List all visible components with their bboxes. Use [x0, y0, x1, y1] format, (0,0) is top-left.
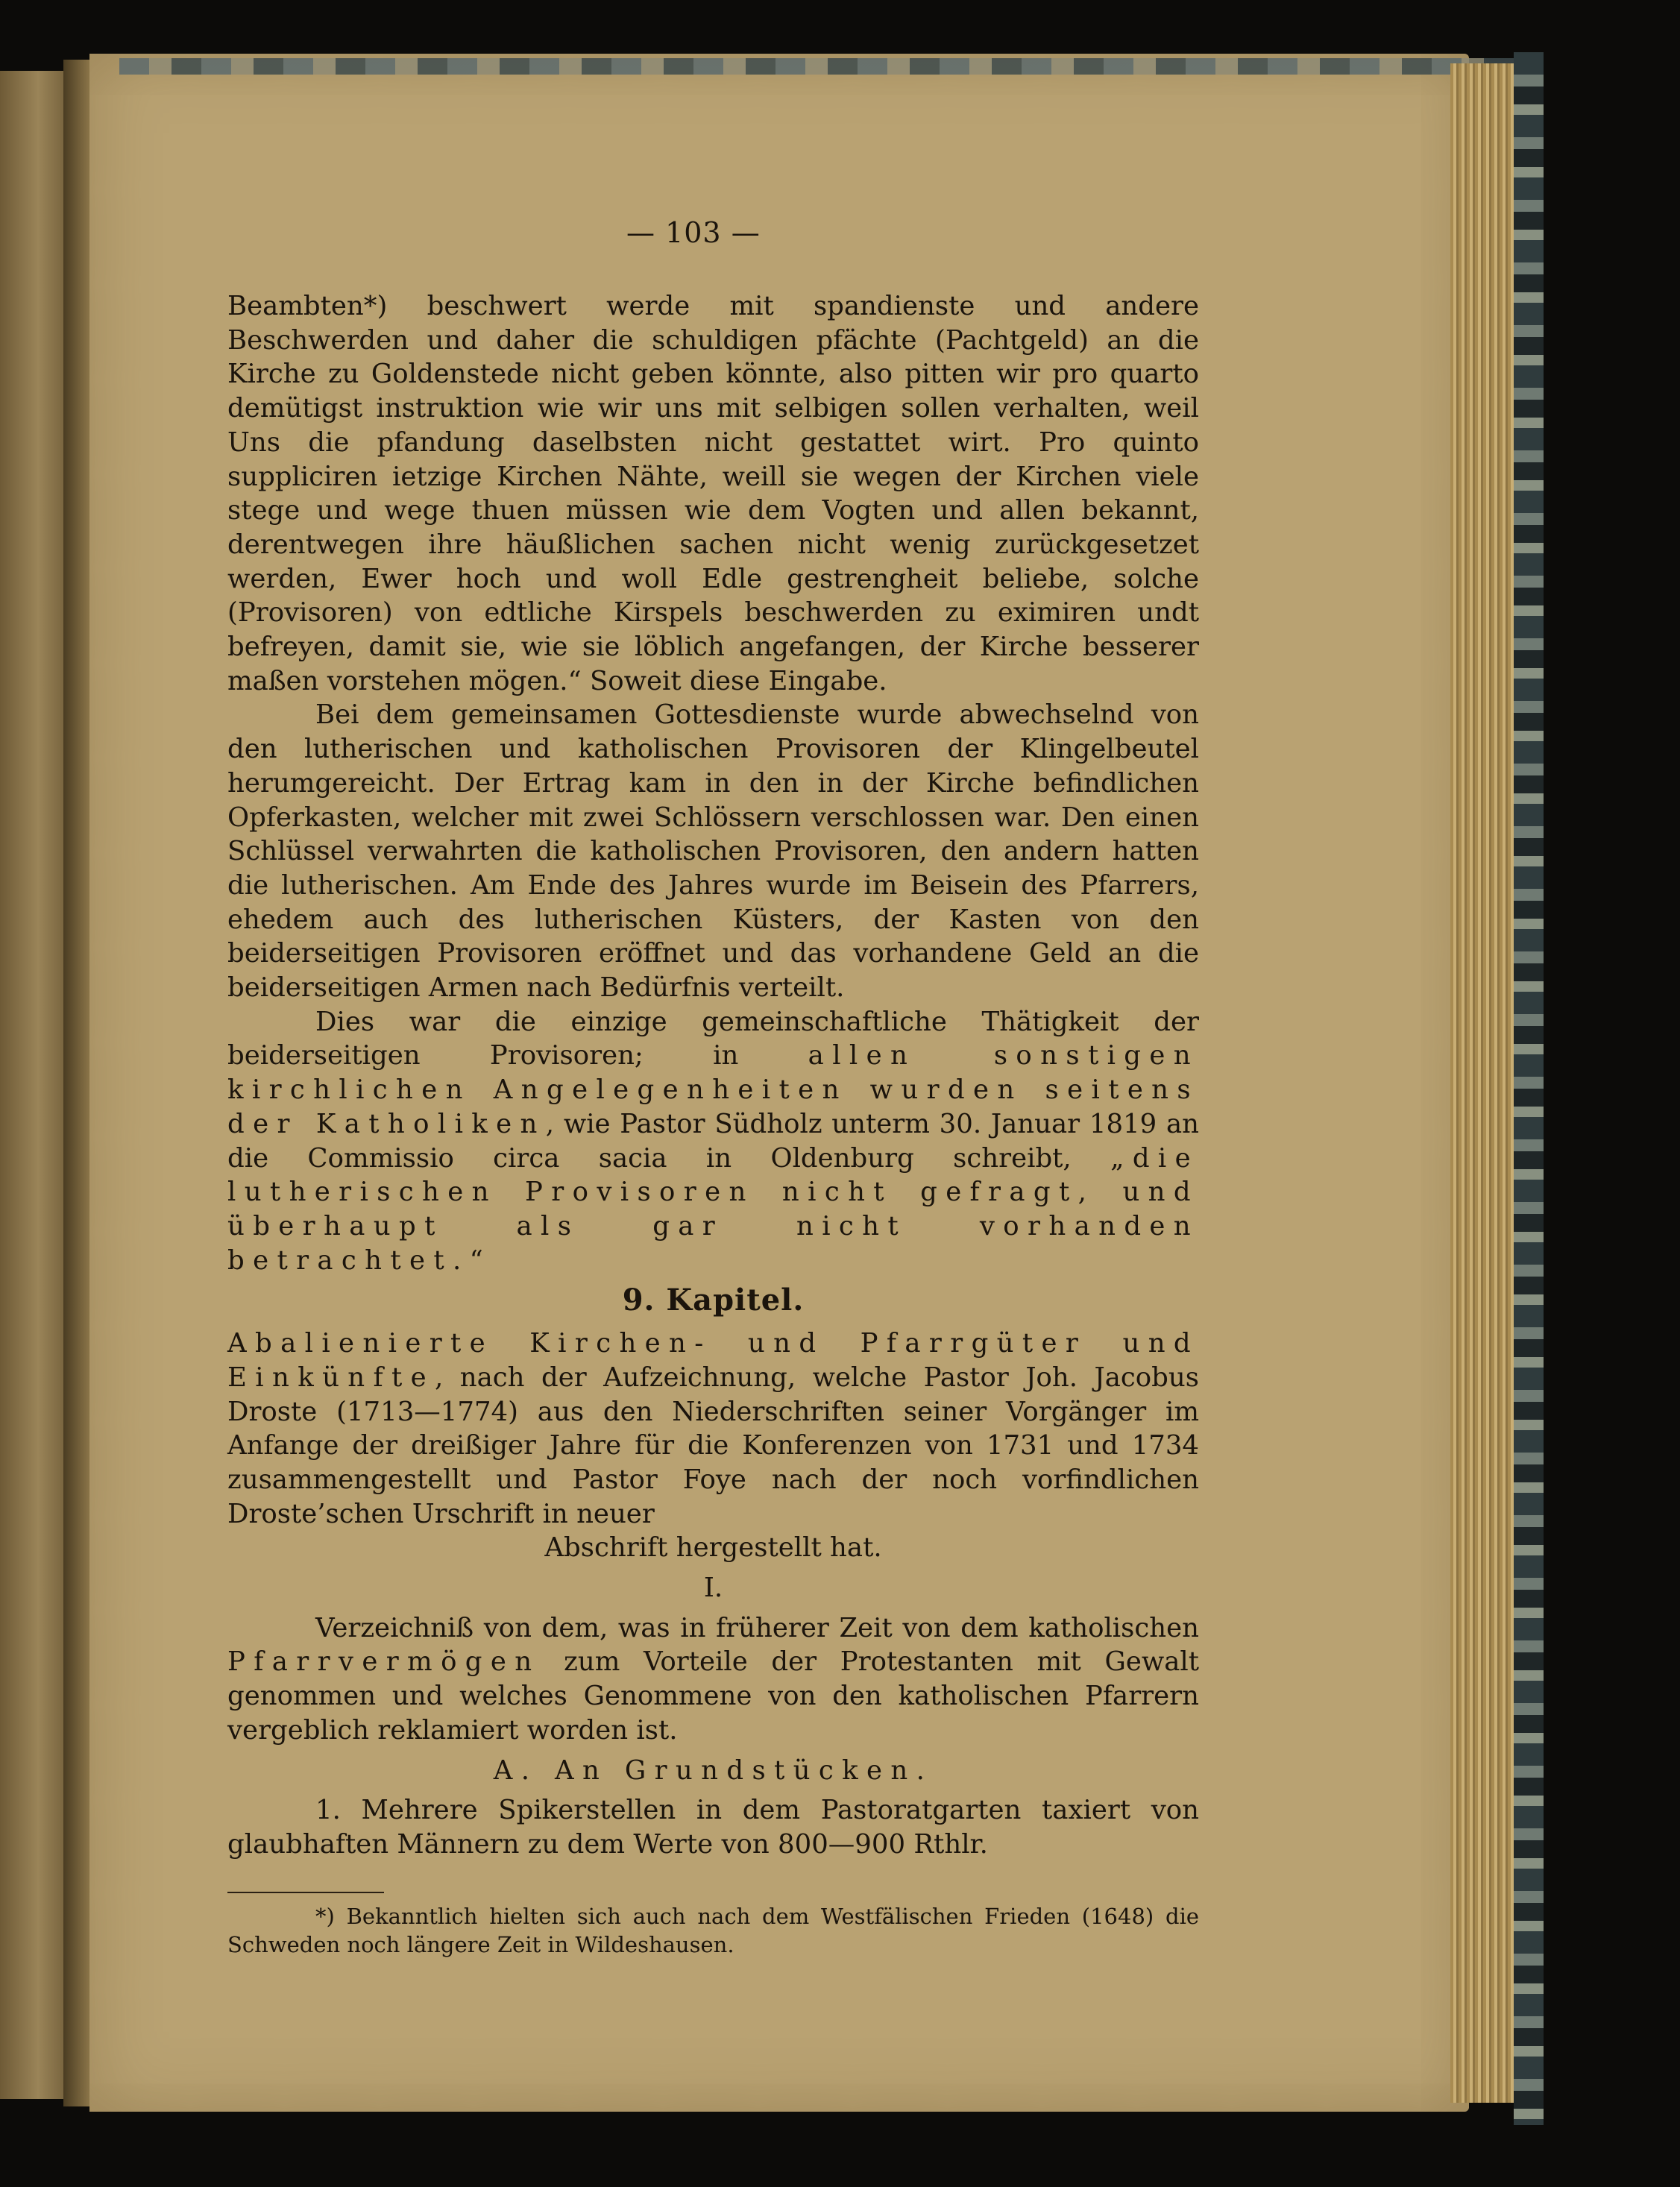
page-number: — 103 — — [626, 216, 761, 249]
footnote — [227, 1902, 1199, 1959]
marbled-cover — [1514, 52, 1544, 2125]
paragraph-1: Beambten*) beschwert werde mit spandienste und andere Beschwerden und daher die schuldigen pfächte (Pachtgeld) an die Kirche zu Goldenstede nicht geben könnte, also pitten wir pro quarto demütigst instruktion wie wir uns mit selbigen sollen verhalten, weil Uns die pfandung daselbsten nicht gestattet wirt. Pro quinto supplici̇ren ietzige Kirchen Nähte, weill sie wegen der Kirchen viele stege und wege thuen müssen wie dem Vogten und allen bekannt, derentwegen ihre häußlichen sachen nicht wenig zurückgesetzet werden, Ewer hoch und woll Edle gestrengheit beliebe, solche (Provisoren) von edtliche Kirspels beschwerden zu eximiren undt befreyen, damit sie, wie sie löblich angefangen, der Kirche besserer maßen vorstehen mögen.“ Soweit diese Eingabe. — [227, 291, 1199, 696]
footnote-text: *) Bekanntlich hielten sich auch nach dem Westfälischen Frieden (1648) die Schweden noch längere Zeit in Wildeshausen. — [227, 1903, 1199, 1957]
chapter-intro-title: Abalienierte Kirchen- und Pfarrgüter und Einkünfte — [227, 1328, 1199, 1393]
emphasis-spaced-1: allen sonstigen kirchlichen Angelegenheiten wurden seitens der Katholiken — [227, 1040, 1199, 1139]
chapter-heading: 9. Kapitel. — [622, 1283, 805, 1318]
section-paragraph: Verzeichniß von dem, was in früherer Zeit von dem katholischen Pfarrvermögen zum Vorteile der Protestanten mit Gewalt genommen und welches Genommene von den katholischen Pfarrern vergeblich reklamiert worden ist. — [227, 1612, 1199, 1746]
page-body — [227, 289, 1199, 1959]
footnote-rule — [227, 1892, 384, 1893]
chapter-intro-last-line: Abschrift hergestellt hat. — [544, 1532, 882, 1564]
subsection-heading: A. An Grundstücken. — [493, 1755, 934, 1786]
marbled-top-edge — [119, 58, 1521, 75]
paragraph-2: Bei dem gemeinsamen Gottesdienste wurde abwechselnd von den lutherischen und katholischen Provisoren der Klingelbeutel herumgereicht. Der Ertrag kam in den in der Kirche befindlichen Opferkasten, welcher mit zwei Schlössern verschlossen war. Den einen Schlüssel verwahrten die katholischen Provisoren, den andern hatten die lutherischen. Am Ende des Jahres wurde im Beisein des Pfarrers, ehedem auch des lutherischen Küsters, der Kasten von den beiderseitigen Provisoren eröffnet und das vorhandene Geld an die beiderseitigen Armen nach Bedürfnis verteilt. — [227, 699, 1199, 1004]
chapter-intro: Abalienierte Kirchen- und Pfarrgüter und Einkünfte, nach der Aufzeichnung, welche Pastor Joh. Jacobus Droste (1713—1774) aus den Niederschriften seiner Vorgänger im Anfange der dreißiger Jahre für die Konferenzen von 1731 und 1734 zusammengestellt und Pastor Foye nach der noch vorfindlichen Droste’schen Urschrift in neuer — [227, 1328, 1199, 1529]
emphasis-spaced-2: „die lutherischen Provisoren nicht gefragt, und überhaupt als gar nicht vorhanden betrachtet.“ — [227, 1142, 1199, 1276]
page-block-edges — [1450, 63, 1517, 2103]
paragraph-3: Dies war die einzige gemeinschaftliche Thätigkeit der beiderseitigen Provisoren; in allen sonstigen kirchlichen Angelegenheiten wurden seitens der Katholiken, wie Pastor Südholz unterm 30. Januar 1819 an die Commissio circa sacia in Oldenburg schreibt, „die lutherischen Provisoren nicht gefragt, und überhaupt als gar nicht vorhanden betrachtet.“ — [227, 1006, 1200, 1276]
item-1: 1. Mehrere Spikerstellen in dem Pastoratgarten taxiert von glaubhaften Männern zu dem Werte von 800—900 Rthlr. — [227, 1795, 1199, 1860]
emphasis-spaced-3: Pfarrvermögen — [227, 1646, 541, 1678]
left-page-edge — [0, 71, 63, 2099]
section-numeral: I. — [703, 1573, 723, 1604]
